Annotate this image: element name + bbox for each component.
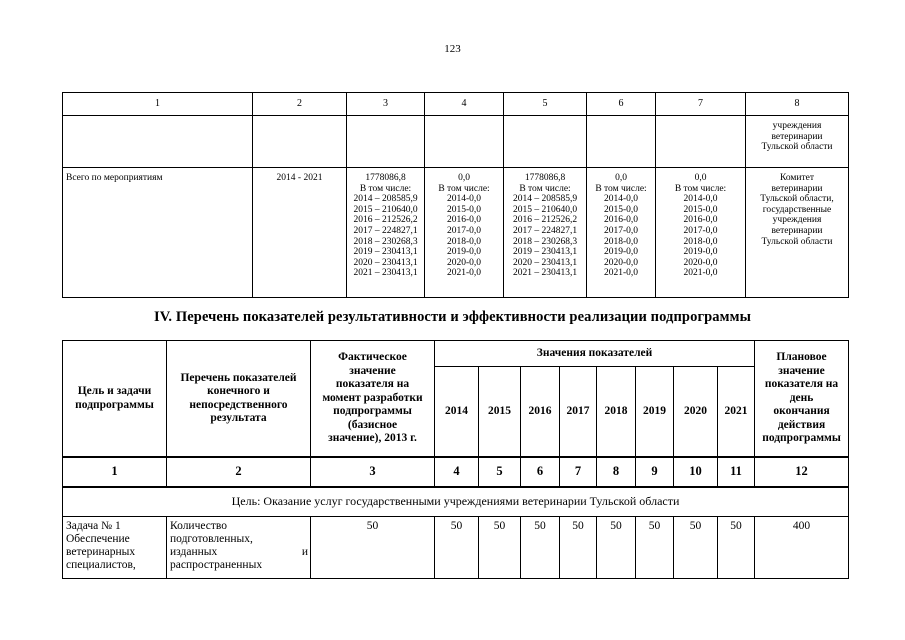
col-number: 11 xyxy=(718,457,755,487)
task-1-year-value: 50 xyxy=(435,517,479,579)
total-col6: 0,0 В том числе: 2014-0,0 2015-0,0 2016-0,0 2017-0,0 2018-0,0 2019-0,0 2020-0,0 2021-0,0 xyxy=(587,168,656,298)
total-period: 2014 - 2021 xyxy=(253,168,347,298)
total-col5: 1778086,8 В том числе: 2014 – 208585,9 2015 – 210640,0 2016 – 212526,2 2017 – 224827,1 2018 – 230268,3 2019 – 230413,1 2020 – 230413,1 2021 – 230413,1 xyxy=(504,168,587,298)
col-number: 1 xyxy=(63,457,167,487)
task-1-indicator: Количество подготовленных, изданных и распространенных xyxy=(167,517,311,579)
year-header: 2015 xyxy=(479,367,521,458)
section-title: IV. Перечень показателей результативности и эффективности реализации подпрограммы xyxy=(153,309,752,325)
t1-header-cell: 3 xyxy=(347,93,425,116)
col-number: 12 xyxy=(755,457,849,487)
task-1-base-value: 50 xyxy=(311,517,435,579)
col-number: 5 xyxy=(479,457,521,487)
t1-header-cell: 8 xyxy=(746,93,849,116)
t1-executor-cont: учреждения ветеринарии Тульской области xyxy=(746,116,849,168)
total-col3: 1778086,8 В том числе: 2014 – 208585,9 2015 – 210640,0 2016 – 212526,2 2017 – 224827,1 2018 – 230268,3 2019 – 230413,1 2020 – 230413,1 2021 – 230413,1 xyxy=(347,168,425,298)
h-indicator-values: Значения показателей xyxy=(435,341,755,367)
h-goal: Цель и задачи подпрограммы xyxy=(63,341,167,458)
table2-column-numbers xyxy=(63,457,849,487)
task-1-year-value: 50 xyxy=(597,517,636,579)
col-number: 3 xyxy=(311,457,435,487)
t1-header-cell: 4 xyxy=(425,93,504,116)
task-1: Задача № 1 Обеспечение ветеринарных специалистов, xyxy=(63,517,167,579)
activities-total-table xyxy=(62,92,849,298)
page-number: 123 xyxy=(444,43,461,55)
indicators-table xyxy=(62,340,849,579)
table2-header-row1 xyxy=(63,341,849,367)
col-number: 4 xyxy=(435,457,479,487)
table1-total-row xyxy=(63,168,849,298)
h-actual-value: Фактическое значение показателя на момент разработки подпрограммы (базисное значение), 2013 г. xyxy=(311,341,435,458)
total-col7: 0,0 В том числе: 2014-0,0 2015-0,0 2016-0,0 2017-0,0 2018-0,0 2019-0,0 2020-0,0 2021-0,0 xyxy=(656,168,746,298)
total-executor: Комитет ветеринарии Тульской области, государственные учреждения ветеринарии Тульской области xyxy=(746,168,849,298)
t1-header-cell: 7 xyxy=(656,93,746,116)
col-number: 2 xyxy=(167,457,311,487)
year-header: 2016 xyxy=(521,367,560,458)
table2-goal-row xyxy=(63,487,849,517)
total-col4: 0,0 В том числе: 2014-0,0 2015-0,0 2016-0,0 2017-0,0 2018-0,0 2019-0,0 2020-0,0 2021-0,0 xyxy=(425,168,504,298)
col-number: 9 xyxy=(636,457,674,487)
year-header: 2020 xyxy=(674,367,718,458)
goal-text: Цель: Оказание услуг государственными учреждениями ветеринарии Тульской области xyxy=(63,487,849,517)
h-planned-value: Плановое значение показателя на день окончания действия подпрограммы xyxy=(755,341,849,458)
total-label: Всего по мероприятиям xyxy=(63,168,253,298)
table1-continuation-row xyxy=(63,116,849,168)
task-1-planned-value: 400 xyxy=(755,517,849,579)
t1-header-cell: 1 xyxy=(63,93,253,116)
task-1-year-value: 50 xyxy=(636,517,674,579)
task-1-year-value: 50 xyxy=(560,517,597,579)
task-1-year-value: 50 xyxy=(674,517,718,579)
t1-header-cell: 2 xyxy=(253,93,347,116)
col-number: 10 xyxy=(674,457,718,487)
year-header: 2017 xyxy=(560,367,597,458)
task-1-year-value: 50 xyxy=(718,517,755,579)
task-1-year-value: 50 xyxy=(479,517,521,579)
h-indicators-list: Перечень показателей конечного и непосредственного результата xyxy=(167,341,311,458)
table1-header-row xyxy=(63,93,849,116)
year-header: 2019 xyxy=(636,367,674,458)
table2-task-row xyxy=(63,517,849,579)
col-number: 7 xyxy=(560,457,597,487)
year-header: 2021 xyxy=(718,367,755,458)
task-1-year-value: 50 xyxy=(521,517,560,579)
col-number: 8 xyxy=(597,457,636,487)
col-number: 6 xyxy=(521,457,560,487)
t1-header-cell: 6 xyxy=(587,93,656,116)
t1-header-cell: 5 xyxy=(504,93,587,116)
year-header: 2014 xyxy=(435,367,479,458)
year-header: 2018 xyxy=(597,367,636,458)
